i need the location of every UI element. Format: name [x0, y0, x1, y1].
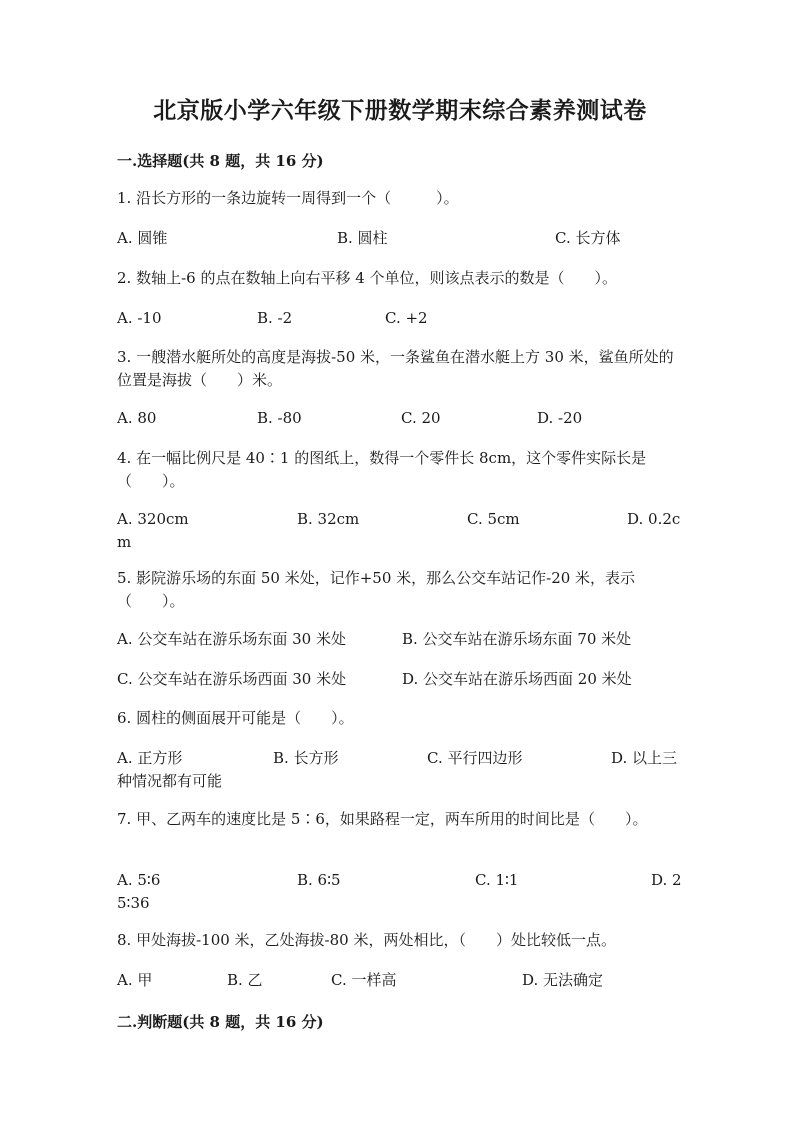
option-a: A. 正方形: [117, 749, 183, 767]
section-heading-judgment: 二.判断题(共 8 题，共 16 分): [117, 1013, 324, 1031]
question-4-options: [117, 508, 687, 554]
option-a: A. 公交车站在游乐场东面 30 米处: [117, 630, 346, 648]
question-5-stem: 5. 影院游乐场的东面 50 米处，记作+50 米，那么公交车站记作-20 米，表示（ ）。: [117, 569, 636, 610]
option-b: B. 长方形: [273, 749, 339, 767]
option-d-wrap: m: [117, 533, 132, 551]
option-c: C. 5cm: [467, 510, 520, 528]
option-b: B. -2: [257, 309, 293, 327]
option-a: A. -10: [117, 309, 162, 327]
question-2-stem: 2. 数轴上-6 的点在数轴上向右平移 4 个单位，则该点表示的数是（ ）。: [117, 269, 618, 287]
option-d: D. 以上三: [611, 749, 678, 767]
question-8-options: [117, 969, 687, 1015]
option-b: B. 圆柱: [337, 229, 388, 247]
option-d: D. -20: [537, 409, 583, 427]
question-6-stem: 6. 圆柱的侧面展开可能是（ ）。: [117, 709, 354, 727]
section-heading-choice: 一.选择题(共 8 题，共 16 分): [117, 152, 324, 170]
question-1-stem: 1. 沿长方形的一条边旋转一周得到一个（ ）。: [117, 189, 459, 207]
option-c: C. +2: [385, 309, 428, 327]
option-b: B. 6∶5: [297, 871, 341, 889]
exam-title: 北京版小学六年级下册数学期末综合素养测试卷: [153, 97, 647, 124]
question-6-options: [117, 747, 687, 793]
option-b: B. 公交车站在游乐场东面 70 米处: [402, 630, 632, 648]
option-a: A. 圆锥: [117, 229, 168, 247]
option-a: A. 320cm: [117, 510, 189, 528]
option-d: D. 公交车站在游乐场西面 20 米处: [402, 670, 632, 688]
option-c: C. 一样高: [331, 971, 397, 989]
option-c: C. 平行四边形: [427, 749, 523, 767]
question-3-stem: 3. 一艘潜水艇所处的高度是海拔-50 米，一条鲨鱼在潜水艇上方 30 米，鲨鱼所处的位置是海拔（ ）米。: [117, 348, 674, 389]
option-d: D. 0.2c: [627, 510, 681, 528]
option-d: D. 2: [651, 871, 682, 889]
option-b: B. -80: [257, 409, 302, 427]
option-c: C. 20: [401, 409, 441, 427]
option-a: A. 5∶6: [117, 871, 161, 889]
option-b: B. 乙: [227, 971, 263, 989]
option-d-wrap: 种情况都有可能: [117, 772, 223, 790]
option-a: A. 80: [117, 409, 157, 427]
option-c: C. 1∶1: [475, 871, 519, 889]
option-b: B. 32cm: [297, 510, 360, 528]
option-d: D. 无法确定: [522, 971, 604, 989]
option-c: C. 长方体: [555, 229, 621, 247]
option-d-wrap: 5∶36: [117, 894, 150, 912]
option-c: C. 公交车站在游乐场西面 30 米处: [117, 670, 347, 688]
option-a: A. 甲: [117, 971, 153, 989]
question-7-stem: 7. 甲、乙两车的速度比是 5∶6，如果路程一定，两车所用的时间比是（ ）。: [117, 810, 648, 828]
question-7-options: [117, 869, 687, 915]
question-8-stem: 8. 甲处海拔-100 米，乙处海拔-80 米，两处相比，（ ）处比较低一点。: [117, 931, 616, 949]
question-4-stem: 4. 在一幅比例尺是 40∶1 的图纸上，数得一个零件长 8cm，这个零件实际长是（ ）。: [117, 449, 647, 490]
